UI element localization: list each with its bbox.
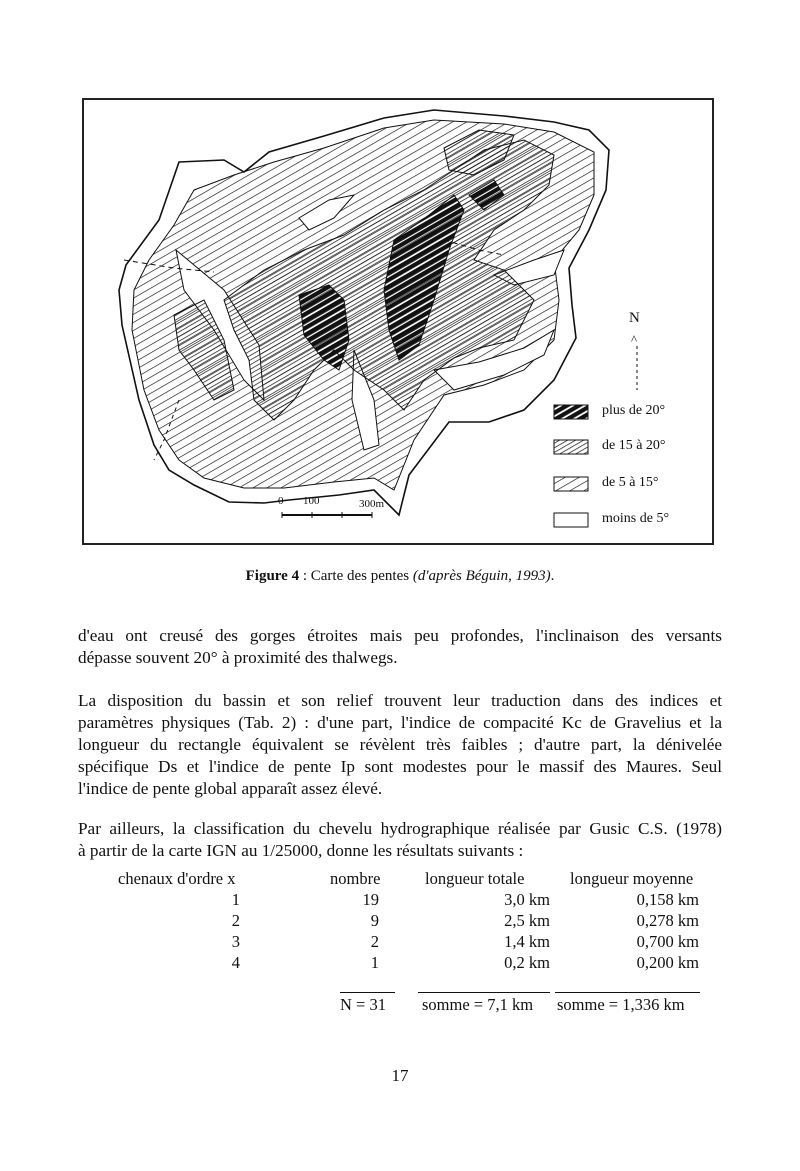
total-rule	[418, 992, 550, 993]
table-header: chenaux d'ordre x	[118, 869, 236, 888]
north-arrow-icon: ^	[631, 332, 638, 347]
legend-label: de 5 à 15°	[602, 475, 659, 490]
legend-label: moins de 5°	[602, 511, 670, 526]
legend-label: plus de 20°	[602, 403, 666, 418]
paragraph: d'eau ont creusé des gorges étroites mais peu profondes, l'inclinaison des versants dépasse souvent 20° à proximité des thalwegs.	[78, 626, 722, 667]
caption-text: Carte des pentes	[310, 568, 413, 584]
legend-swatch-medium	[554, 440, 588, 454]
north-label: N	[629, 310, 640, 326]
figure-caption: Figure 4 : Carte des pentes (d'après Béguin, 1993).	[245, 568, 555, 584]
paragraph: La disposition du bassin et son relief trouvent leur traduction dans des indices et paramètres physiques (Tab. 2) : d'une part, l'indice de compacité Kc de Gravelius et la longueur du rectangle équivalent se révèlent très faibles ; d'autre part, la dénivelée spécifique Ds et l'indice de pente Ip sont modestes pour le massif des Maures. Seul l'indice de pente global apparaît assez élevé.	[78, 691, 722, 798]
legend-label: de 15 à 20°	[602, 438, 666, 453]
table-header: nombre	[330, 869, 381, 888]
caption-source: (d'après Béguin, 1993)	[412, 568, 551, 584]
legend-swatch-light	[554, 477, 588, 491]
figure-frame	[82, 98, 714, 545]
table-header: longueur moyenne	[570, 869, 694, 888]
scale-start: 0	[278, 495, 284, 507]
paragraph: Par ailleurs, la classification du chevelu hydrographique réalisée par Gusic C.S. (1978) à partir de la carte IGN au 1/25000, donne les résultats suivants :	[78, 819, 722, 860]
scale-mid: 100	[303, 495, 320, 507]
caption-label: Figure 4	[245, 568, 300, 584]
legend-swatch-dense	[554, 405, 588, 419]
page-number: 17	[391, 1066, 409, 1085]
legend-swatch-none	[554, 513, 588, 527]
total-rule	[340, 992, 395, 993]
total-rule	[555, 992, 700, 993]
scale-end: 300m	[359, 498, 385, 510]
table-header: longueur totale	[425, 869, 525, 888]
